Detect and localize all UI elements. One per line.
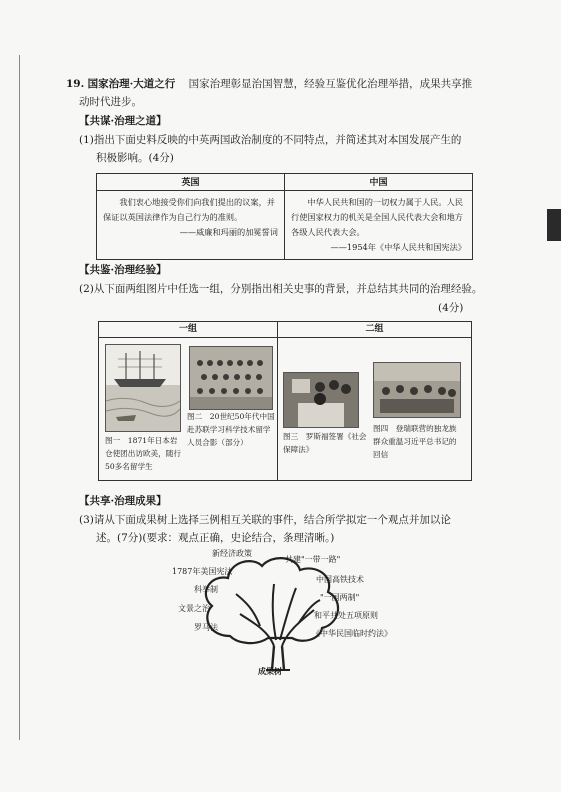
subquestion-2-line-1: (2)从下面两组图片中任选一组，分别指出相关史事的背景，并总结其共同的治理经验。	[79, 283, 483, 295]
tree-caption: 成果树	[258, 666, 282, 676]
header-divider	[99, 337, 471, 338]
subquestion-3-line-1: (3)请从下面成果树上选择三例相互关联的事件，结合所学拟定一个观点并加以论	[79, 514, 451, 526]
page-edge-tab	[547, 209, 561, 241]
subquestion-1-line-1: (1)指出下面史料反映的中英两国政治制度的不同特点，并简述其对本国发展产生的	[79, 134, 462, 146]
uk-quote: 我们衷心地接受你们向我们提出的议案，并保证以英国法律作为自己行为的准则。	[103, 197, 275, 222]
photo-iwakura-mission	[105, 344, 181, 432]
question-intro-cont: 动时代进步。	[79, 96, 142, 108]
tree-item-roman-law: 罗马法	[194, 623, 218, 632]
group-2-header: 二组	[365, 324, 384, 334]
tree-item-us-constitution: 1787年美国宪法	[172, 567, 233, 576]
picture-groups	[98, 321, 472, 481]
tree-item-five-principles: 和平共处五项原则	[314, 611, 378, 620]
ship-illustration	[106, 345, 180, 431]
photo-dulong-villagers	[373, 362, 461, 418]
caption-figure-2: 图二 20世纪50年代中国赴苏联学习科学技术留学人员合影（部分）	[187, 412, 275, 447]
china-quote: 中华人民共和国的一切权力属于人民。人民行使国家权力的机关是全国人民代表大会和地方各级人民代表大会。	[291, 197, 463, 237]
table-cell-uk	[97, 191, 285, 260]
section-heading-results: 【共享·治理成果】	[79, 495, 167, 507]
tree-item-nep: 新经济政策	[212, 549, 252, 558]
tree-item-provisional-constitution: 《中华民国临时约法》	[312, 629, 392, 638]
table-header-uk: 英国	[97, 174, 285, 191]
question-title: 国家治理·大道之行	[87, 78, 176, 90]
meeting-illustration	[374, 363, 460, 417]
question-intro: 国家治理彰显治国智慧，经验互鉴优化治理举措，成果共享推	[188, 78, 473, 90]
tree-item-imperial-exam: 科举制	[194, 585, 218, 594]
uk-source: ——威廉和玛丽的加冕誓词	[179, 227, 278, 237]
photo-students-ussr	[189, 346, 273, 410]
section-heading-experience: 【共鉴·治理经验】	[79, 264, 167, 276]
photo-social-security-act	[283, 372, 359, 428]
caption-figure-1: 图一 1871年日本岩仓使团出访欧美，随行50多名留学生	[105, 436, 181, 471]
table-header-china: 中国	[285, 174, 473, 191]
subquestion-2-score: (4分)	[438, 302, 464, 314]
signing-illustration	[284, 373, 358, 427]
page-margin-line	[19, 55, 20, 740]
group-photo-illustration	[190, 347, 272, 409]
group-1-header: 一组	[178, 324, 197, 334]
caption-figure-4: 图四 登瑞联营的独龙族群众重温习近平总书记的回信	[373, 424, 457, 459]
section-heading-strategy: 【共谋·治理之道】	[79, 115, 167, 127]
caption-figure-3: 图三 罗斯福签署《社会保障法》	[283, 432, 367, 454]
tree-item-high-speed-rail: 中国高铁技术	[316, 575, 364, 584]
subquestion-3-line-2: 述。(7分)(要求：观点正确，史论结合，条理清晰。)	[96, 532, 335, 544]
tree-item-wenjing: 文景之治	[178, 604, 210, 613]
group-divider	[277, 322, 278, 480]
question-number: 19.	[66, 78, 85, 90]
table-cell-china	[285, 191, 473, 260]
tree-item-one-country: "一国两制"	[320, 593, 360, 602]
china-source: ——1954年《中华人民共和国宪法》	[330, 242, 466, 252]
results-tree	[150, 548, 410, 683]
comparison-table	[96, 173, 473, 260]
subquestion-1-line-2: 积极影响。(4分)	[96, 152, 174, 164]
question-line-1	[66, 76, 472, 92]
tree-item-belt-road: 共建"一带一路"	[285, 555, 341, 564]
